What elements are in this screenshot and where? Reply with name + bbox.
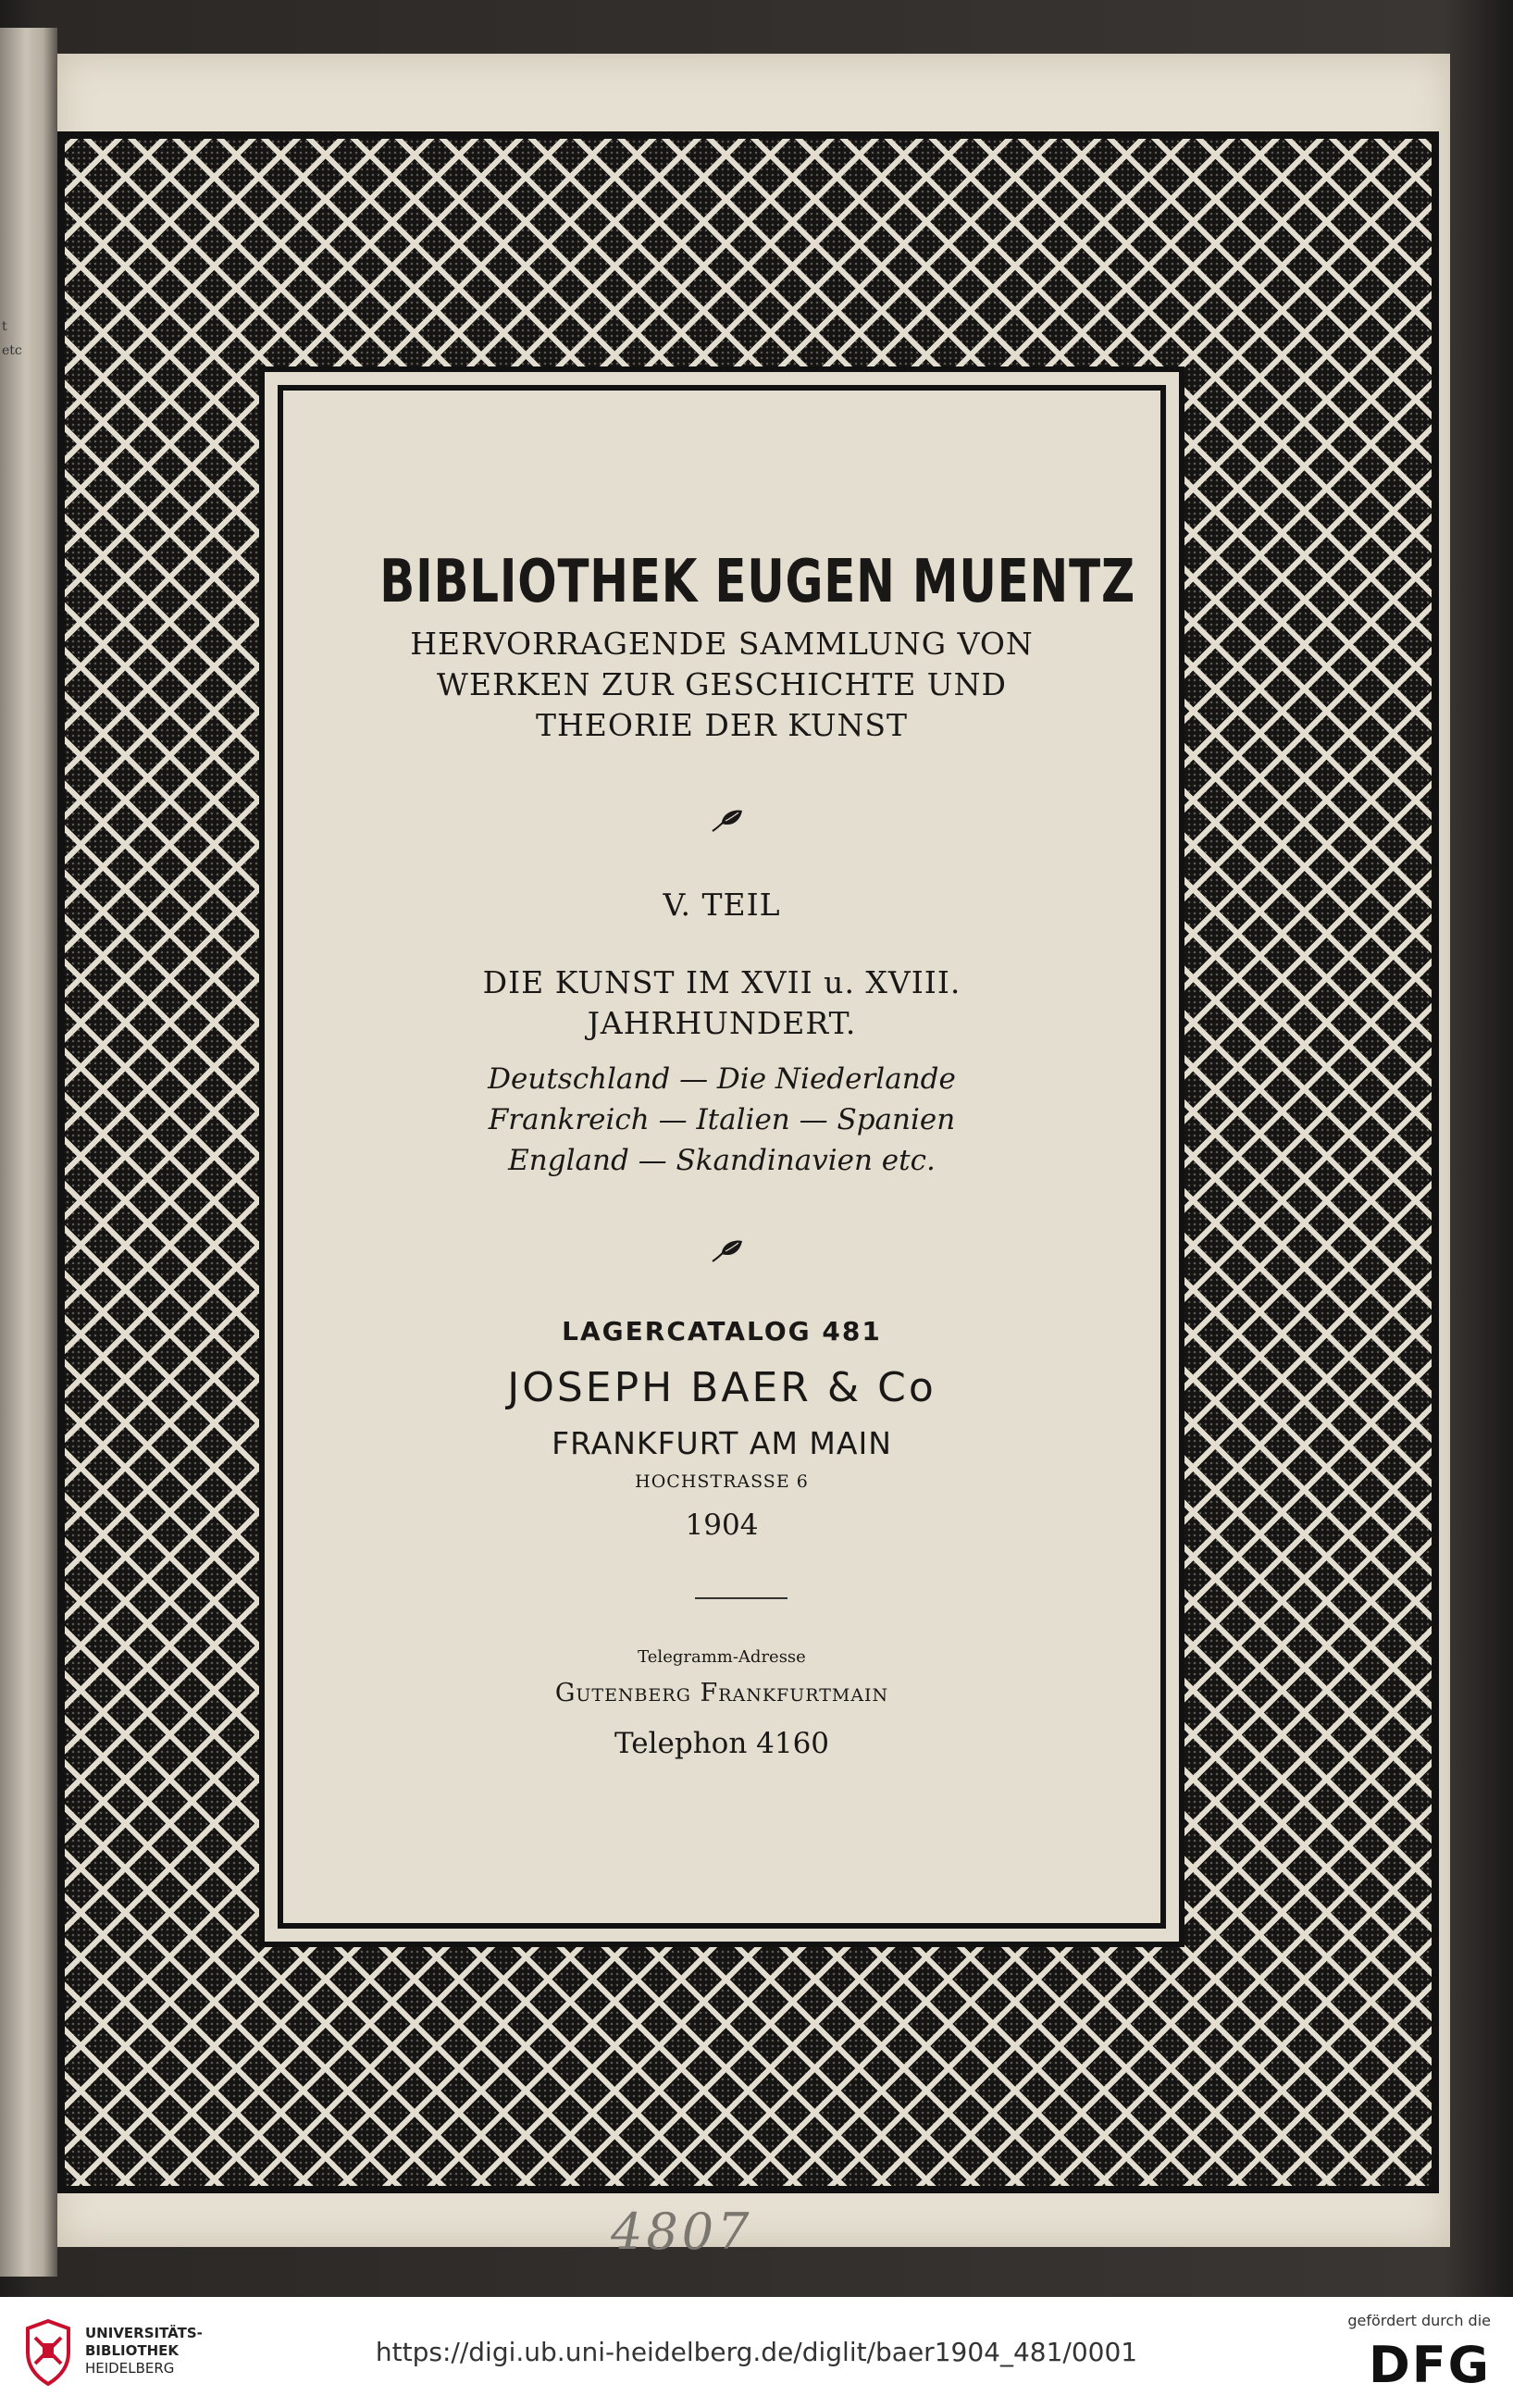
edge-text xyxy=(2,315,22,363)
dfg-logo[interactable]: DFG xyxy=(1368,2336,1491,2394)
part-number: V. TEIL xyxy=(663,887,781,923)
funded-by-label: gefördert durch die xyxy=(1347,2312,1491,2329)
art-title-line: JAHRHUNDERT. xyxy=(587,1005,857,1041)
regions-line: Frankreich — Italien — Spanien xyxy=(488,1103,956,1136)
permalink-url[interactable]: https://digi.ub.uni-heidelberg.de/diglit/baer1904_481/0001 xyxy=(375,2337,1138,2367)
university-logo-icon[interactable] xyxy=(20,2319,76,2386)
edge-text-line: etc xyxy=(2,343,22,358)
catalog-number: LAGERCATALOG 481 xyxy=(562,1316,882,1347)
main-title: BIBLIOTHEK EUGEN MUENTZ xyxy=(379,548,1135,616)
publisher-firm: JOSEPH BAER & Co xyxy=(507,1364,936,1411)
publisher-city: FRANKFURT AM MAIN xyxy=(552,1425,892,1461)
leaf-ornament-icon xyxy=(709,1237,746,1265)
institution-line: HEIDELBERG xyxy=(85,2360,175,2377)
leaf-ornament-icon xyxy=(709,807,746,835)
subtitle xyxy=(283,624,1160,746)
divider xyxy=(695,1597,788,1599)
publication-year: 1904 xyxy=(685,1508,759,1542)
publisher-street: HOCHSTRASSE 6 xyxy=(635,1471,809,1492)
institution-line: UNIVERSITÄTS- xyxy=(85,2325,203,2341)
regions-line: England — Skandinavien etc. xyxy=(508,1144,936,1177)
telegram-label: Telegramm-Adresse xyxy=(638,1647,806,1667)
subtitle-line: WERKEN ZUR GESCHICHTE UND xyxy=(437,666,1007,702)
subtitle-line: HERVORRAGENDE SAMMLUNG VON xyxy=(410,626,1034,662)
handwritten-shelfmark: 4807 xyxy=(611,2203,753,2261)
telephone: Telephon 4160 xyxy=(614,1727,830,1760)
institution-line: BIBLIOTHEK xyxy=(85,2342,179,2359)
institution-name xyxy=(85,2325,203,2377)
regions-line: Deutschland — Die Niederlande xyxy=(488,1062,956,1096)
regions-list xyxy=(283,1059,1160,1181)
telegram-address: Gutenberg Frankfurtmain xyxy=(554,1679,889,1707)
subtitle-line: THEORIE DER KUNST xyxy=(535,707,909,743)
left-page-edge xyxy=(0,28,57,2277)
art-period-title xyxy=(283,962,1160,1044)
title-panel xyxy=(278,385,1166,1929)
art-title-line: DIE KUNST IM XVII u. XVIII. xyxy=(482,964,961,1000)
footer-bar xyxy=(0,2297,1513,2408)
edge-text-line: t xyxy=(2,319,7,334)
